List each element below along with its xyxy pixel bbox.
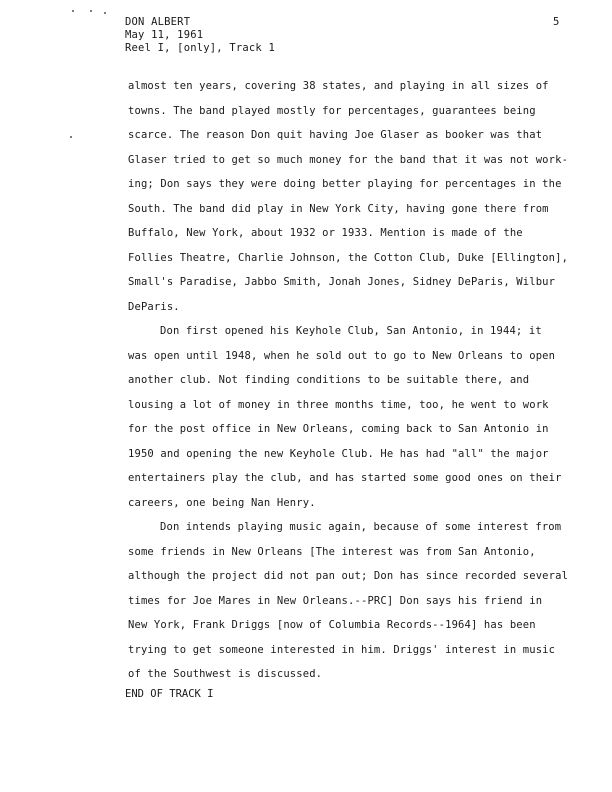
transcript-line: some friends in New Orleans [The interest was from San Antonio, (128, 545, 536, 558)
interview-date: May 11, 1961 (125, 29, 204, 41)
end-of-track-label: END OF TRACK I (125, 688, 214, 700)
transcript-line: New York, Frank Driggs [now of Columbia Records--1964] has been (128, 619, 536, 631)
transcript-line: although the project did not pan out; Don has since recorded several (128, 570, 569, 582)
scan-speck (72, 10, 74, 12)
transcript-line: South. The band did play in New York City, having gone there from (128, 202, 549, 215)
scan-speck (70, 136, 72, 138)
transcript-line: lousing a lot of money in three months time, too, he went to work (128, 398, 549, 411)
transcript-line: Follies Theatre, Charlie Johnson, the Cotton Club, Duke [Ellington], (128, 251, 569, 264)
reel-track-label: Reel I, [only], Track 1 (125, 42, 275, 54)
scan-speck (90, 10, 92, 12)
transcript-line: towns. The band played mostly for percentages, guarantees being (128, 104, 536, 117)
transcript-line: was open until 1948, when he sold out to go to New Orleans to open (128, 349, 556, 362)
transcript-line: times for Joe Mares in New Orleans.--PRC] Don says his friend in (128, 594, 543, 607)
transcript-line: scarce. The reason Don quit having Joe Glaser as booker was that (128, 129, 543, 141)
transcript-line: another club. Not finding conditions to be suitable there, and (128, 374, 530, 386)
transcript-line: DeParis. (128, 300, 180, 313)
transcript-line: Don first opened his Keyhole Club, San Antonio, in 1944; it (160, 325, 542, 337)
transcript-line: almost ten years, covering 38 states, and playing in all sizes of (128, 80, 549, 92)
scan-speck (104, 12, 106, 14)
transcript-line: 1950 and opening the new Keyhole Club. He has had "all" the major (128, 447, 549, 460)
transcript-line: of the Southwest is discussed. (128, 668, 323, 680)
interviewee-name: DON ALBERT (125, 16, 191, 28)
transcript-line: Buffalo, New York, about 1932 or 1933. Mention is made of the (128, 227, 523, 239)
transcript-line: Don intends playing music again, because of some interest from (160, 521, 562, 533)
transcript-line: for the post office in New Orleans, coming back to San Antonio in (128, 423, 549, 435)
page-number: 5 (553, 16, 560, 28)
transcript-line: careers, one being Nan Henry. (128, 496, 316, 509)
transcript-line: trying to get someone interested in him. Driggs' interest in music (128, 643, 556, 656)
transcript-line: entertainers play the club, and has started some good ones on their (128, 472, 562, 484)
document-header (125, 16, 275, 55)
transcript-line: Small's Paradise, Jabbo Smith, Jonah Jones, Sidney DeParis, Wilbur (128, 276, 556, 288)
transcript-body (128, 74, 578, 687)
transcript-line: Glaser tried to get so much money for the band that it was not work- (128, 153, 569, 166)
transcript-line: ing; Don says they were doing better playing for percentages in the (128, 178, 562, 190)
